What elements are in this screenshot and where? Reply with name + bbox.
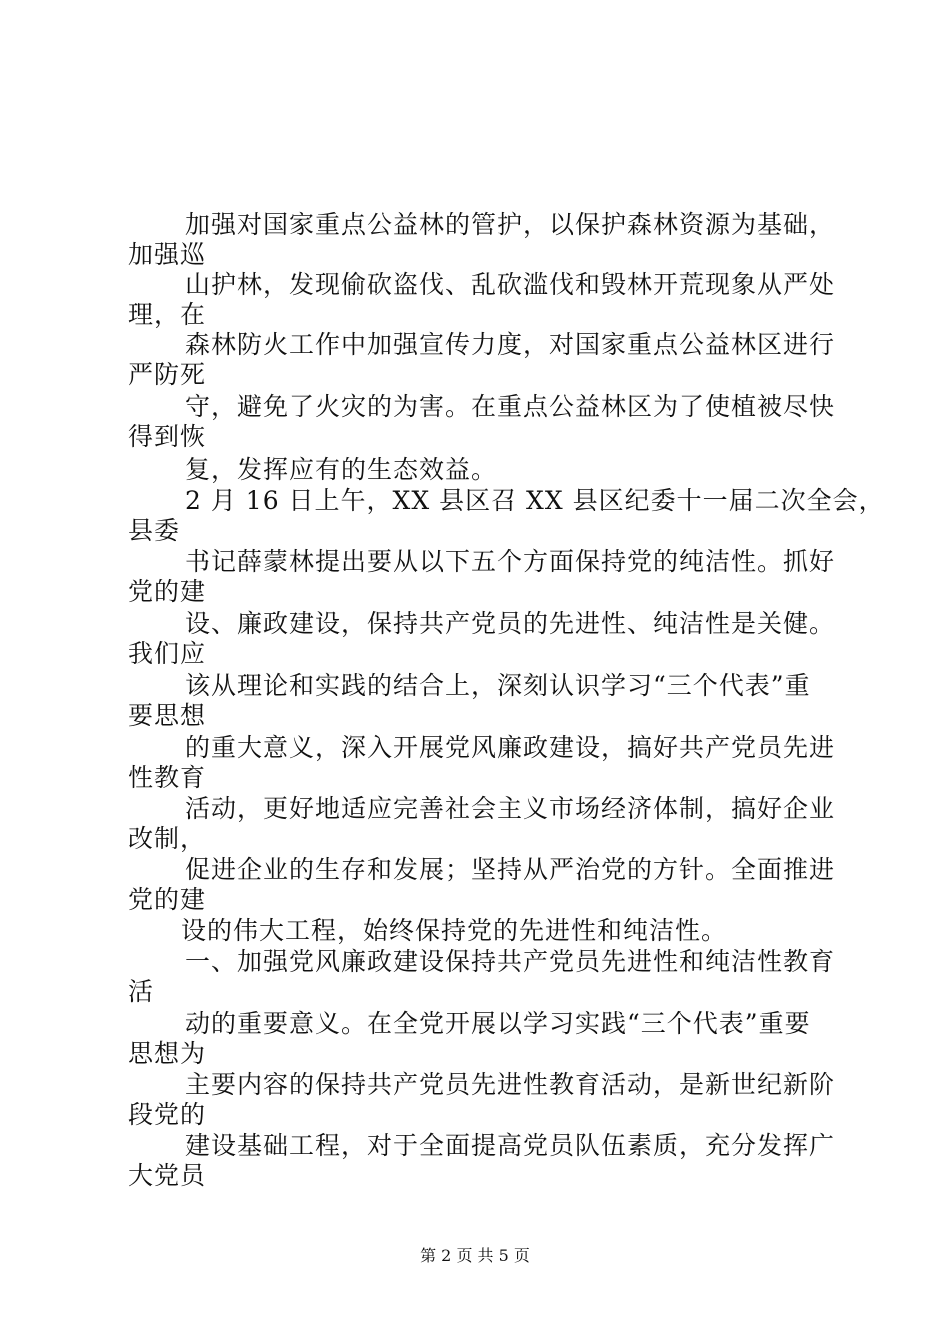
text-line: 理，在 <box>128 300 207 329</box>
text-line: 山护林，发现偷砍盗伐、乱砍滥伐和毁林开荒现象从严处 <box>185 270 836 299</box>
text-line: 活 <box>128 977 155 1006</box>
text-line: 党的建 <box>128 885 207 914</box>
text-line: 守，避免了火灾的为害。在重点公益林区为了使植被尽快 <box>185 392 836 421</box>
text-line: 得到恢 <box>128 422 207 451</box>
text-line: 动的重要意义。在全党开展以学习实践“三个代表”重要 <box>185 1009 811 1038</box>
text-line: 该从理论和实践的结合上，深刻认识学习“三个代表”重 <box>185 671 811 700</box>
text-line: 改制， <box>128 824 207 853</box>
text-line: 加强巡 <box>128 240 207 269</box>
page-footer: 第 2 页 共 5 页 <box>420 1246 530 1265</box>
text-line: 建设基础工程，对于全面提高党员队伍素质，充分发挥广 <box>185 1131 836 1160</box>
text-line: 复，发挥应有的生态效益。 <box>185 455 498 484</box>
text-line: 要思想 <box>128 701 207 730</box>
text-line: 严防死 <box>128 360 207 389</box>
text-line: 一、加强党风廉政建设保持共产党员先进性和纯洁性教育 <box>185 947 836 976</box>
text-line: 党的建 <box>128 577 207 606</box>
text-line: 段党的 <box>128 1100 207 1129</box>
text-line: 2 月 16 日上午，XX 县区召 XX 县区纪委十一届二次全会， <box>185 486 885 515</box>
text-line: 活动，更好地适应完善社会主义市场经济体制，搞好企业 <box>185 794 836 823</box>
text-line: 我们应 <box>128 639 207 668</box>
text-line: 设、廉政建设，保持共产党员的先进性、纯洁性是关健。 <box>185 609 836 638</box>
text-line: 大党员 <box>128 1161 207 1190</box>
text-line: 思想为 <box>128 1039 207 1068</box>
text-line: 书记薛蒙林提出要从以下五个方面保持党的纯洁性。抓好 <box>185 547 836 576</box>
text-line: 促进企业的生存和发展；坚持从严治党的方针。全面推进 <box>185 855 836 884</box>
text-line: 加强对国家重点公益林的管护，以保护森林资源为基础， <box>185 210 836 239</box>
text-line: 的重大意义，深入开展党风廉政建设，搞好共产党员先进 <box>185 733 836 762</box>
text-line: 县委 <box>128 516 181 545</box>
text-line: 森林防火工作中加强宣传力度，对国家重点公益林区进行 <box>185 330 836 359</box>
text-line: 主要内容的保持共产党员先进性教育活动，是新世纪新阶 <box>185 1070 836 1099</box>
text-line: 设的伟大工程，始终保持党的先进性和纯洁性。 <box>181 916 728 945</box>
text-line: 性教育 <box>128 763 207 792</box>
